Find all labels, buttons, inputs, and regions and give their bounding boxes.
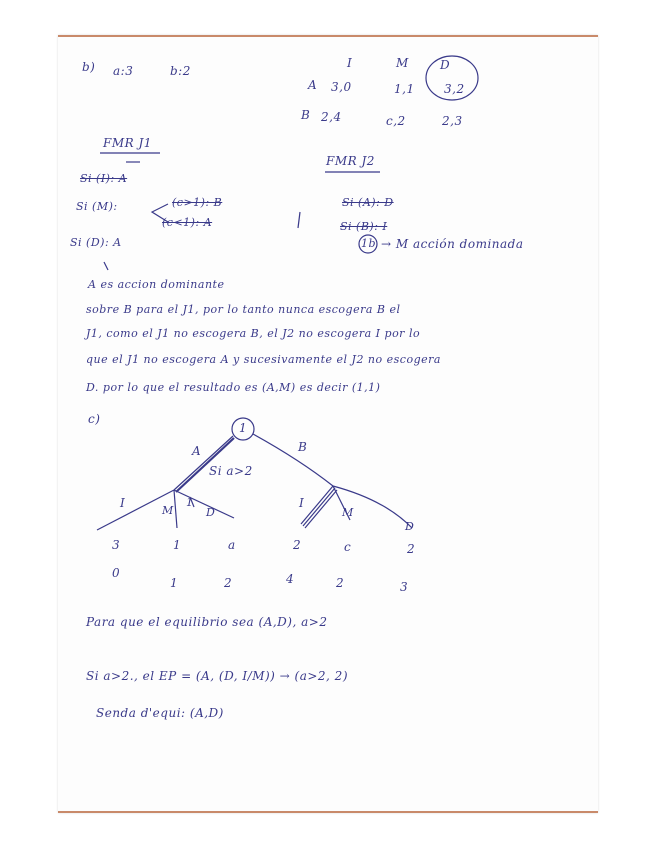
tree-left-i: I — [120, 496, 126, 510]
tree-condition: Si a>2 — [209, 464, 253, 478]
payoff-j2: 2 — [224, 576, 233, 590]
matrix-cell-am: 1,1 — [394, 82, 415, 96]
edge-right-i — [301, 486, 333, 524]
edge-b — [253, 434, 333, 486]
conclusion-line3: Senda d'equi: (A,D) — [96, 706, 224, 720]
matrix-cell-ai: 3,0 — [331, 80, 352, 94]
matrix-row-b: B — [301, 108, 311, 122]
tree-right-i: I — [299, 496, 305, 510]
part-b-label: b) — [82, 60, 96, 74]
payoff-j2: 1 — [170, 576, 179, 590]
payoff-j2: 0 — [112, 566, 121, 580]
fmr-j2-line1: Si (A): D — [342, 196, 394, 209]
matrix-cell-bm: c,2 — [386, 114, 406, 128]
tree-branch-b: B — [298, 440, 308, 454]
conclusion-line1: Para que el equilibrio sea (A,D), a>2 — [86, 615, 328, 629]
payoff-j1: a — [228, 538, 236, 552]
fmr-j2-note-circle: 1b — [361, 237, 377, 250]
a-value: a:3 — [113, 64, 134, 78]
paragraph-line1: A es accion dominante — [88, 278, 225, 291]
fmr-j1-line1: Si (I): A — [80, 172, 128, 185]
paragraph-line3: J1, como el J1 no escogera B, el J2 no escogera I por lo — [86, 327, 421, 340]
edge-a — [174, 436, 233, 490]
matrix-row-a: A — [308, 78, 318, 92]
tree-left-m: M — [162, 504, 174, 517]
tree-left-marker: 1 — [186, 496, 194, 509]
fmr-j2-title: FMR J2 — [326, 154, 375, 168]
tree-right-d: D — [405, 520, 415, 533]
tree-root-label: 1 — [239, 421, 248, 435]
fmr-j1-line3: Si (D): A — [70, 236, 122, 249]
edge-left-d — [174, 490, 234, 518]
payoff-j1: 2 — [293, 538, 302, 552]
payoff-j2: 3 — [400, 580, 409, 594]
matrix-col-d: D — [440, 58, 451, 72]
payoff-j1: 1 — [173, 538, 182, 552]
payoff-j1: c — [344, 540, 352, 554]
fmr-j2-line2: Si (B): I — [340, 220, 388, 233]
fmr-j2-note-text: → M acción dominada — [381, 237, 524, 251]
paragraph-line5: D. por lo que el resultado es (A,M) es decir (1,1) — [86, 381, 381, 394]
paragraph-line4: que el J1 no escogera A y sucesivamente el J2 no escogera — [86, 353, 441, 366]
payoff-j1: 2 — [407, 542, 416, 556]
fmr-j1-title: FMR J1 — [103, 136, 152, 150]
matrix-col-i: I — [347, 56, 353, 70]
matrix-cell-bd: 2,3 — [442, 114, 463, 128]
part-c-label: c) — [88, 412, 101, 426]
paragraph-line2: sobre B para el J1, por lo tanto nunca escogera B el — [86, 303, 401, 316]
payoff-j2: 4 — [286, 572, 295, 586]
payoff-j2: 2 — [336, 576, 345, 590]
fmr-j1-line2-opt2: (c<1): A — [162, 216, 213, 229]
payoff-j1: 3 — [112, 538, 121, 552]
edge-left-m — [174, 490, 177, 528]
matrix-cell-ad: 3,2 — [444, 82, 465, 96]
tree-branch-a: A — [192, 444, 202, 458]
matrix-cell-bi: 2,4 — [321, 110, 342, 124]
b-value: b:2 — [170, 64, 191, 78]
matrix-col-m: M — [396, 56, 409, 70]
tree-left-d: D — [206, 506, 216, 519]
fmr-j1-line2-opt1: (c>1): B — [172, 196, 223, 209]
tree-right-m: M — [342, 506, 354, 519]
conclusion-line2: Si a>2., el EP = (A, (D, I/M)) → (a>2, 2) — [86, 669, 348, 683]
fmr-j1-line2-prefix: Si (M): — [76, 200, 118, 213]
